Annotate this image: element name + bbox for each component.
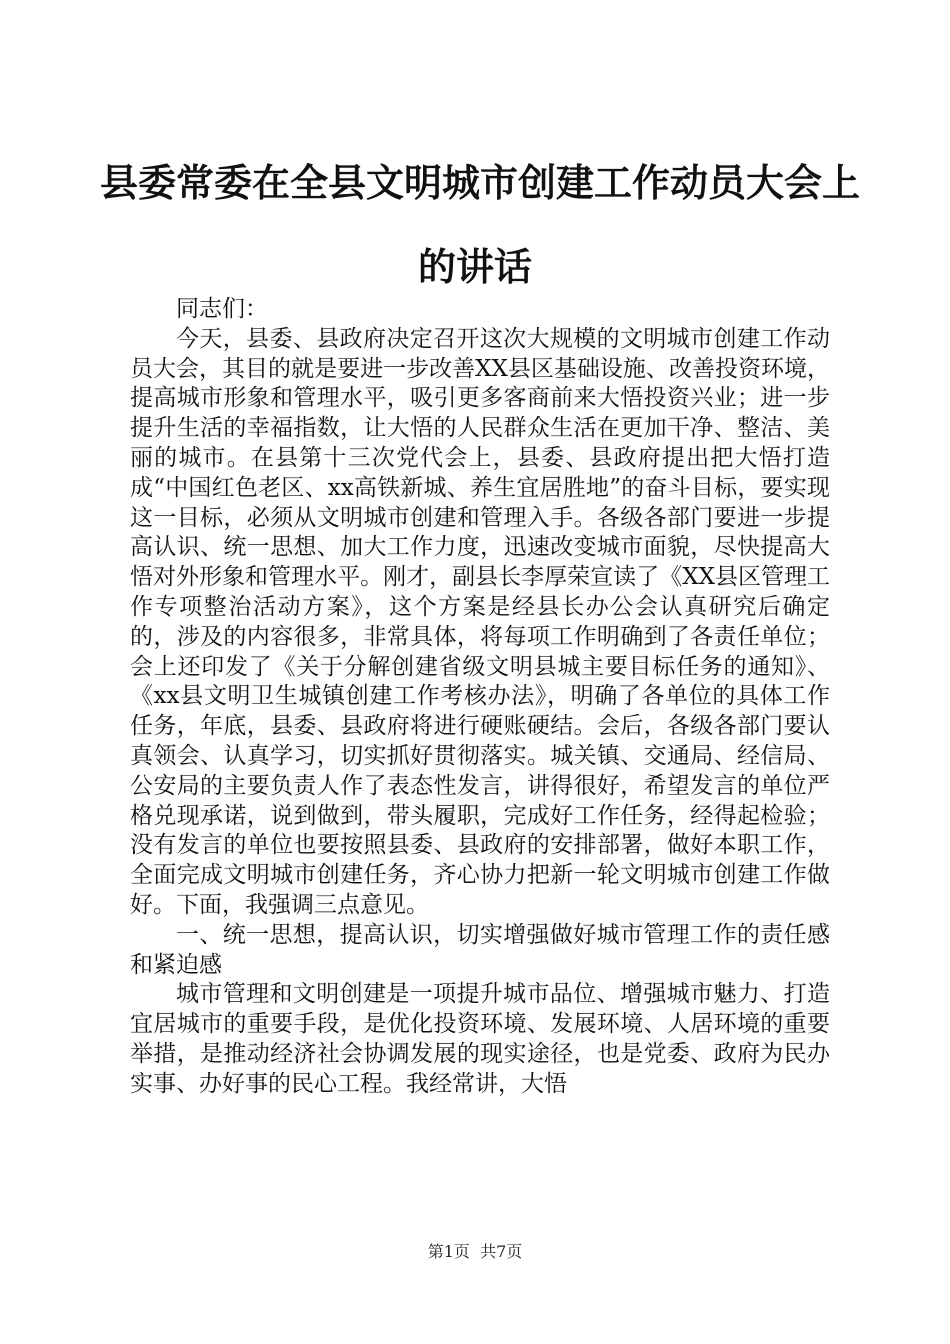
document-body [130, 295, 830, 1100]
salutation: 同志们： [176, 296, 268, 322]
page-footer [0, 1244, 950, 1260]
body-paragraph-opening: 今天，县委、县政府决定召开这次大规模的文明城市创建工作动员大会，其目的就是要进一步改善XX县区基础设施、改善投资环境，提高城市形象和管理水平，吸引更多客商前来大悟投资兴业；进一步提升生活的幸福指数，让大悟的人民群众生活在更加干净、整洁、美丽的城市。在县第十三次党代会上，县委、县政府提出把大悟打造成“中国红色老区、xx高铁新城、养生宜居胜地”的奋斗目标，要实现这一目标，必须从文明城市创建和管理入手。各级各部门要进一步提高认识、统一思想、加大工作力度，迅速改变城市面貌，尽快提高大悟对外形象和管理水平。刚才，副县长李厚荣宣读了《XX县区管理工作专项整治活动方案》，这个方案是经县长办公会认真研究后确定的，涉及的内容很多，非常具体，将每项工作明确到了各责任单位；会上还印发了《关于分解创建省级文明县城主要目标任务的通知》、《xx县文明卫生城镇创建工作考核办法》，明确了各单位的具体工作任务，年底，县委、县政府将进行硬账硬结。会后，各级各部门要认真领会、认真学习，切实抓好贯彻落实。城关镇、交通局、经信局、公安局的主要负责人作了表态性发言，讲得很好，希望发言的单位严格兑现承诺，说到做到，带头履职，完成好工作任务，经得起检验；没有发言的单位也要按照县委、县政府的安排部署，做好本职工作，全面完成文明城市创建任务，齐心协力把新一轮文明城市创建工作做好。下面，我强调三点意见。 [130, 325, 830, 918]
document-title-line-2: 的讲话 [417, 244, 532, 289]
body-paragraph-section-1: 城市管理和文明创建是一项提升城市品位、增强城市魅力、打造宜居城市的重要手段，是优化投资环境、发展环境、人居环境的重要举措，是推动经济社会协调发展的现实途径，也是党委、政府为民办实事、办好事的民心工程。我经常讲，大悟 [130, 981, 830, 1097]
document-title-line-1: 县委常委在全县文明城市创建工作动员大会上 [100, 160, 861, 205]
page-number: 第1页 共7页 [427, 1242, 523, 1261]
section-heading-1: 一、统一思想，提高认识，切实增强做好城市管理工作的责任感和紧迫感 [130, 921, 830, 978]
